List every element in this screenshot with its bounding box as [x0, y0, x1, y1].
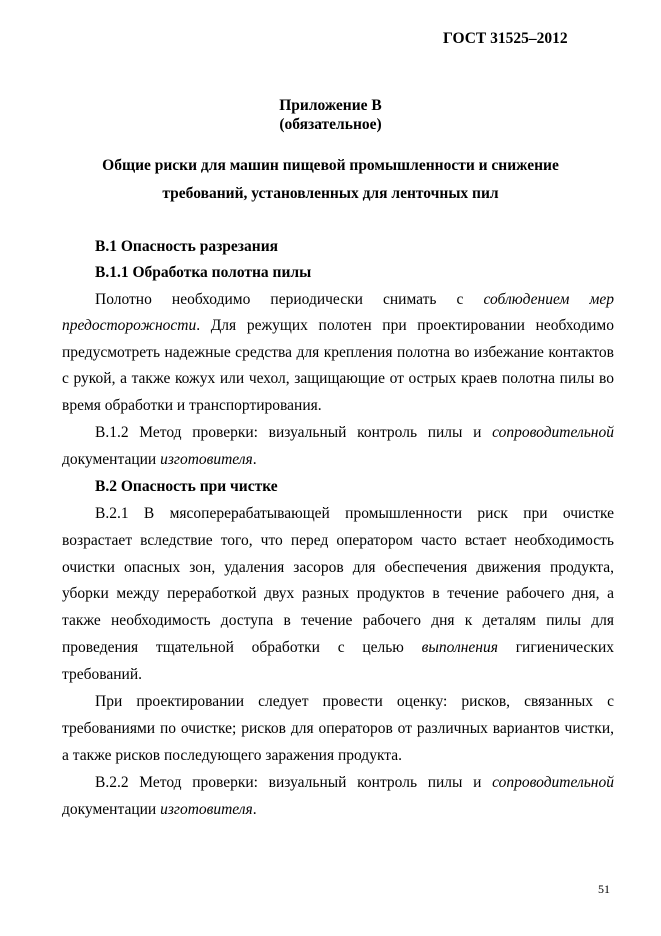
paragraph-line — [62, 451, 614, 469]
text-run: В.1.2 Метод проверки: визуальный контроль пилы и — [95, 424, 493, 441]
italic-text: сопроводительной — [492, 424, 614, 441]
text-run: В.2.2 Метод проверки: визуальный контроль пилы и — [95, 774, 493, 791]
italic-text: сопроводительной — [492, 774, 614, 791]
document-title-line-2: требований, установленных для ленточных пил — [162, 185, 499, 202]
text-run: . — [252, 451, 257, 468]
paragraph-line: с рукой, а также кожух или чехол, защищающие от острых краев полотна пилы во — [62, 370, 614, 387]
italic-text: предосторожности — [62, 317, 197, 334]
paragraph-line — [95, 424, 614, 442]
paragraph-line: возрастает вследствие того, что перед оператором часто встает необходимость — [62, 532, 614, 549]
paragraph-line: а также рисков последующего заражения продукта. — [62, 747, 402, 764]
section-b2-heading: В.2 Опасность при чистке — [95, 478, 278, 495]
italic-text: выполнения — [421, 639, 498, 656]
section-b1-heading: В.1 Опасность разрезания — [95, 238, 279, 255]
text-run: . Для режущих полотен при проектировании необходимо — [196, 317, 614, 334]
paragraph-line: время обработки и транспортирования. — [62, 397, 322, 414]
text-run: проведения тщательной обработки с целью — [62, 639, 422, 656]
italic-text: соблюдением мер — [483, 291, 614, 308]
paragraph-line — [62, 317, 614, 335]
italic-text: изготовителя — [160, 801, 253, 818]
text-run: документации — [62, 801, 161, 818]
paragraph-line: уборки между переработкой двух разных продуктов в течение рабочего дня, а — [62, 585, 614, 602]
paragraph-line: При проектировании следует провести оценку: рисков, связанных с — [95, 693, 614, 710]
text-run: гигиенических — [497, 639, 614, 656]
paragraph-line: также необходимость доступа в течение рабочего дня к деталям пилы для — [62, 612, 614, 629]
paragraph-line: очистки опасных зон, удаления засоров для обеспечения движения продукта, — [62, 559, 614, 576]
italic-text: изготовителя — [160, 451, 253, 468]
paragraph-line: предусмотреть надежные средства для крепления полотна во избежание контактов — [62, 344, 614, 361]
text-run: Полотно необходимо периодически снимать с — [95, 291, 484, 308]
annex-status: (обязательное) — [279, 116, 382, 133]
paragraph-line — [62, 801, 614, 819]
paragraph-line: требованиями по очистке; рисков для операторов от различных вариантов чистки, — [62, 720, 614, 737]
text-run: документации — [62, 451, 161, 468]
paragraph-line — [95, 291, 614, 309]
annex-heading — [0, 96, 661, 134]
paragraph-line — [62, 639, 614, 657]
section-b11-heading: В.1.1 Обработка полотна пилы — [95, 264, 312, 281]
paragraph-line: В.2.1 В мясоперерабатывающей промышленности риск при очистке — [95, 505, 614, 522]
standard-number: ГОСТ 31525–2012 — [443, 30, 568, 47]
text-run: . — [252, 801, 257, 818]
page-number: 51 — [598, 882, 610, 896]
annex-title: Приложение В — [279, 97, 382, 114]
document-title-line-1: Общие риски для машин пищевой промышленности и снижение — [102, 157, 559, 174]
paragraph-line: требований. — [62, 666, 142, 683]
paragraph-line — [95, 774, 614, 792]
